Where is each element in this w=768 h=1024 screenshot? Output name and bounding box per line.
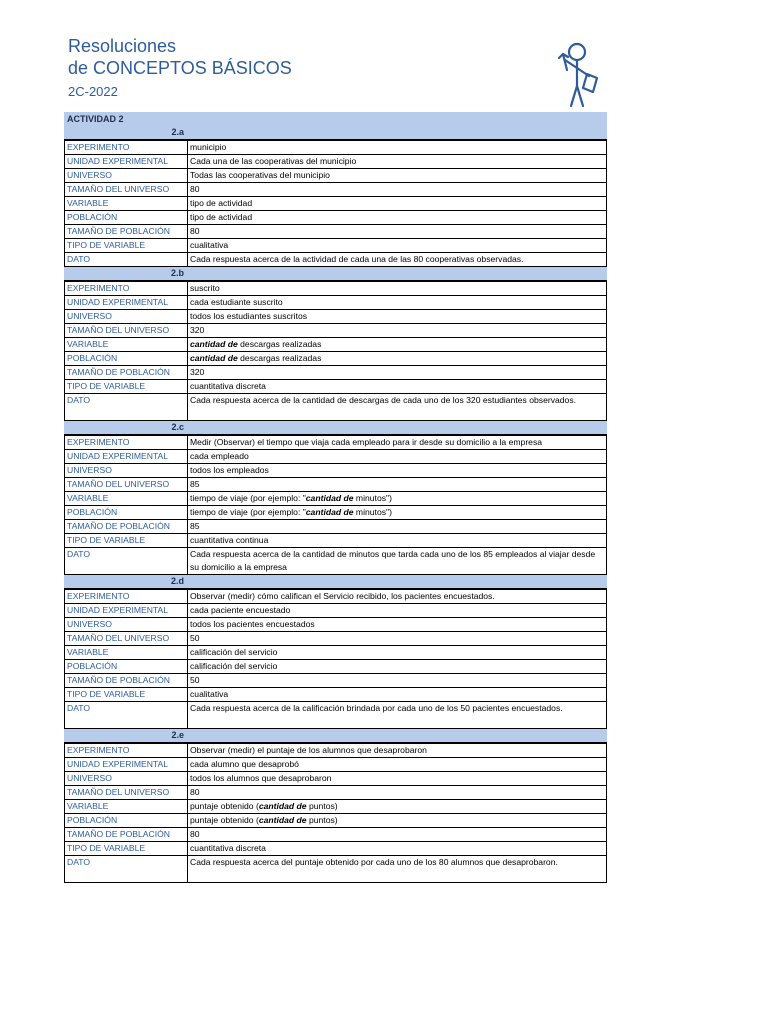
field-value-text: descargas realizadas [237,353,322,363]
table-row [65,478,607,492]
table-row [65,141,607,155]
field-value [188,506,607,520]
resolutions-sheet [64,112,607,883]
field-value [188,744,607,758]
field-value [188,310,607,324]
field-value-emphasis: cantidad de [258,801,307,811]
field-value-emphasis: cantidad de [258,815,307,825]
table-row [65,604,607,618]
table-row [65,702,607,729]
table-row [65,225,607,239]
field-value [188,394,607,421]
field-value-emphasis: cantidad de [190,353,238,363]
field-label: DATO [65,702,188,729]
table-row [65,744,607,758]
table-row [65,282,607,296]
field-value [188,632,607,646]
field-value [188,800,607,814]
field-value [188,464,607,478]
field-label: POBLACIÓN [65,814,188,828]
field-value [188,772,607,786]
field-value [188,338,607,352]
field-label: VARIABLE [65,492,188,506]
field-label: TAMAÑO DEL UNIVERSO [65,324,188,338]
field-value [188,450,607,464]
field-value [188,169,607,183]
field-value-text: cuantitativa discreta [190,381,266,391]
table-row [65,814,607,828]
table-row [65,296,607,310]
field-label: UNIVERSO [65,169,188,183]
field-value-text: todos los estudiantes suscritos [190,311,308,321]
field-label: POBLACIÓN [65,506,188,520]
table-row [65,352,607,366]
section-header [64,575,607,589]
document-header [68,36,292,101]
field-label: POBLACIÓN [65,352,188,366]
table-row [65,324,607,338]
table-row [65,464,607,478]
field-value-text: 50 [190,675,200,685]
table-row [65,646,607,660]
field-label: UNIVERSO [65,464,188,478]
field-value [188,646,607,660]
field-value [188,548,607,575]
field-value [188,590,607,604]
field-label: VARIABLE [65,338,188,352]
field-label: UNIDAD EXPERIMENTAL [65,758,188,772]
table-row [65,155,607,169]
field-value-text: 320 [190,367,205,377]
section-id: 2.e [171,730,184,740]
field-value-text: Observar (medir) el puntaje de los alumnos que desaprobaron [190,745,427,755]
table-row [65,492,607,506]
field-value [188,534,607,548]
field-label: EXPERIMENTO [65,436,188,450]
field-value-text: descargas realizadas [237,339,322,349]
section-id: 2.a [171,127,184,137]
table-row [65,366,607,380]
section-header [64,729,607,743]
table-row [65,380,607,394]
field-label: UNIVERSO [65,618,188,632]
field-label: TAMAÑO DE POBLACIÓN [65,225,188,239]
field-value-text: 50 [190,633,200,643]
field-value [188,478,607,492]
section-header [64,267,607,281]
field-value [188,856,607,883]
field-value-text: Cada respuesta acerca de la cantidad de minutos que tarda cada uno de los 85 empleados al viajar desde su domicilio a la empresa [190,549,596,572]
field-label: TAMAÑO DEL UNIVERSO [65,786,188,800]
field-value-text: cuantitativa continua [190,535,269,545]
field-value-text: Cada respuesta acerca del puntaje obtenido por cada uno de los 80 alumnos que desaprobaron. [190,857,558,867]
table-row [65,450,607,464]
field-value-text: tipo de actividad [190,212,253,222]
field-value-text: Cada respuesta acerca de la calificación brindada por cada uno de los 50 pacientes encuestados. [190,703,563,713]
field-value-text: cada estudiante suscrito [190,297,283,307]
field-value-text: Todas las cooperativas del municipio [190,170,330,180]
field-label: EXPERIMENTO [65,282,188,296]
field-label: DATO [65,253,188,267]
section-table [64,435,607,575]
field-value-text: Cada una de las cooperativas del municipio [190,156,357,166]
field-value [188,366,607,380]
field-value-text: todos los alumnos que desaprobaron [190,773,332,783]
table-row [65,674,607,688]
field-value [188,702,607,729]
table-row [65,169,607,183]
field-value [188,492,607,506]
field-value [188,197,607,211]
table-row [65,239,607,253]
field-label: VARIABLE [65,646,188,660]
table-row [65,534,607,548]
field-label: TIPO DE VARIABLE [65,380,188,394]
field-value-text: minutos") [353,507,392,517]
table-row [65,590,607,604]
table-row [65,520,607,534]
section-id: 2.c [171,422,184,432]
field-label: VARIABLE [65,197,188,211]
field-value-text: todos los empleados [190,465,269,475]
field-value-text: Cada respuesta acerca de la actividad de cada una de las 80 cooperativas observadas. [190,254,524,264]
field-value-prefix: puntaje obtenido ( [190,815,259,825]
field-value [188,253,607,267]
field-value [188,225,607,239]
field-label: POBLACIÓN [65,660,188,674]
field-label: TAMAÑO DE POBLACIÓN [65,520,188,534]
table-row [65,197,607,211]
table-row [65,211,607,225]
field-value [188,141,607,155]
field-value [188,520,607,534]
field-value-text: Observar (medir) cómo califican el Servicio recibido, los pacientes encuestados. [190,591,495,601]
field-value [188,324,607,338]
table-row [65,842,607,856]
field-value [188,183,607,197]
field-label: TIPO DE VARIABLE [65,688,188,702]
table-row [65,253,607,267]
title-line-2: de CONCEPTOS BÁSICOS [68,58,292,78]
field-value-prefix: puntaje obtenido ( [190,801,259,811]
table-row [65,828,607,842]
field-value [188,211,607,225]
field-value [188,688,607,702]
field-value-text: cuantitativa discreta [190,843,266,853]
stick-figure-with-flag-icon [549,40,605,112]
table-row [65,632,607,646]
field-label: TAMAÑO DEL UNIVERSO [65,632,188,646]
table-row [65,618,607,632]
field-label: UNIDAD EXPERIMENTAL [65,450,188,464]
field-value-text: 85 [190,521,200,531]
field-value-text: minutos") [353,493,392,503]
table-row [65,856,607,883]
field-label: TAMAÑO DE POBLACIÓN [65,674,188,688]
table-row [65,394,607,421]
field-value-text: 80 [190,829,200,839]
field-label: TAMAÑO DE POBLACIÓN [65,828,188,842]
table-row [65,772,607,786]
table-row [65,338,607,352]
field-value-text: calificación del servicio [190,661,278,671]
field-label: UNIDAD EXPERIMENTAL [65,604,188,618]
field-value [188,828,607,842]
field-value [188,786,607,800]
field-value-text: Medir (Observar) el tiempo que viaja cada empleado para ir desde su domicilio a la empresa [190,437,543,447]
field-value [188,660,607,674]
field-value [188,352,607,366]
field-value-text: cualitativa [190,240,229,250]
field-value-text: todos los pacientes encuestados [190,619,315,629]
field-value-text: 80 [190,226,200,236]
field-value [188,758,607,772]
field-value [188,604,607,618]
field-value-text: 80 [190,787,200,797]
field-label: DATO [65,548,188,575]
field-label: EXPERIMENTO [65,141,188,155]
table-row [65,660,607,674]
field-value-text: tipo de actividad [190,198,253,208]
section-table [64,281,607,421]
field-value-prefix: tiempo de viaje (por ejemplo: " [190,507,306,517]
field-value-text: Cada respuesta acerca de la cantidad de descargas de cada uno de los 320 estudiantes observados. [190,395,577,405]
term-label: 2C-2022 [68,84,118,99]
table-row [65,506,607,520]
field-value-emphasis: cantidad de [190,339,238,349]
field-value [188,674,607,688]
field-value-text: cada alumno que desaprobó [190,759,299,769]
field-label: TAMAÑO DEL UNIVERSO [65,183,188,197]
section-header [64,126,607,140]
field-value [188,814,607,828]
section-id: 2.d [170,576,184,586]
title-line-1: Resoluciones [68,36,177,56]
section-table [64,140,607,267]
table-row [65,183,607,197]
field-label: UNIVERSO [65,310,188,324]
field-label: EXPERIMENTO [65,590,188,604]
field-value-text: cada empleado [190,451,249,461]
activity-label: ACTIVIDAD 2 [64,112,607,126]
field-value-text: cada paciente encuestado [190,605,291,615]
field-label: UNIVERSO [65,772,188,786]
field-label: EXPERIMENTO [65,744,188,758]
table-row [65,758,607,772]
table-row [65,688,607,702]
field-label: TIPO DE VARIABLE [65,239,188,253]
section-table [64,589,607,729]
field-label: UNIDAD EXPERIMENTAL [65,296,188,310]
field-label: DATO [65,856,188,883]
table-row [65,548,607,575]
field-value [188,296,607,310]
field-value [188,239,607,253]
field-label: TAMAÑO DEL UNIVERSO [65,478,188,492]
field-value-emphasis: cantidad de [305,507,354,517]
field-label: TAMAÑO DE POBLACIÓN [65,366,188,380]
field-value-text: municipio [190,142,227,152]
field-value-text: 320 [190,325,205,335]
field-value [188,842,607,856]
field-value [188,618,607,632]
section-table [64,743,607,883]
field-value-text: puntos) [306,801,338,811]
field-value [188,282,607,296]
field-value-text: suscrito [190,283,220,293]
field-value-text: cualitativa [190,689,229,699]
section-header [64,421,607,435]
field-label: VARIABLE [65,800,188,814]
table-row [65,786,607,800]
table-row [65,436,607,450]
field-value [188,380,607,394]
field-value-prefix: tiempo de viaje (por ejemplo: " [190,493,306,503]
field-label: TIPO DE VARIABLE [65,842,188,856]
field-value-text: 85 [190,479,200,489]
field-value-text: calificación del servicio [190,647,278,657]
field-value [188,436,607,450]
section-id: 2.b [170,268,184,278]
field-value-text: 80 [190,184,200,194]
field-label: TIPO DE VARIABLE [65,534,188,548]
field-label: POBLACIÓN [65,211,188,225]
table-row [65,800,607,814]
table-row [65,310,607,324]
field-value-emphasis: cantidad de [305,493,354,503]
field-label: UNIDAD EXPERIMENTAL [65,155,188,169]
field-label: DATO [65,394,188,421]
field-value [188,155,607,169]
field-value-text: puntos) [306,815,338,825]
